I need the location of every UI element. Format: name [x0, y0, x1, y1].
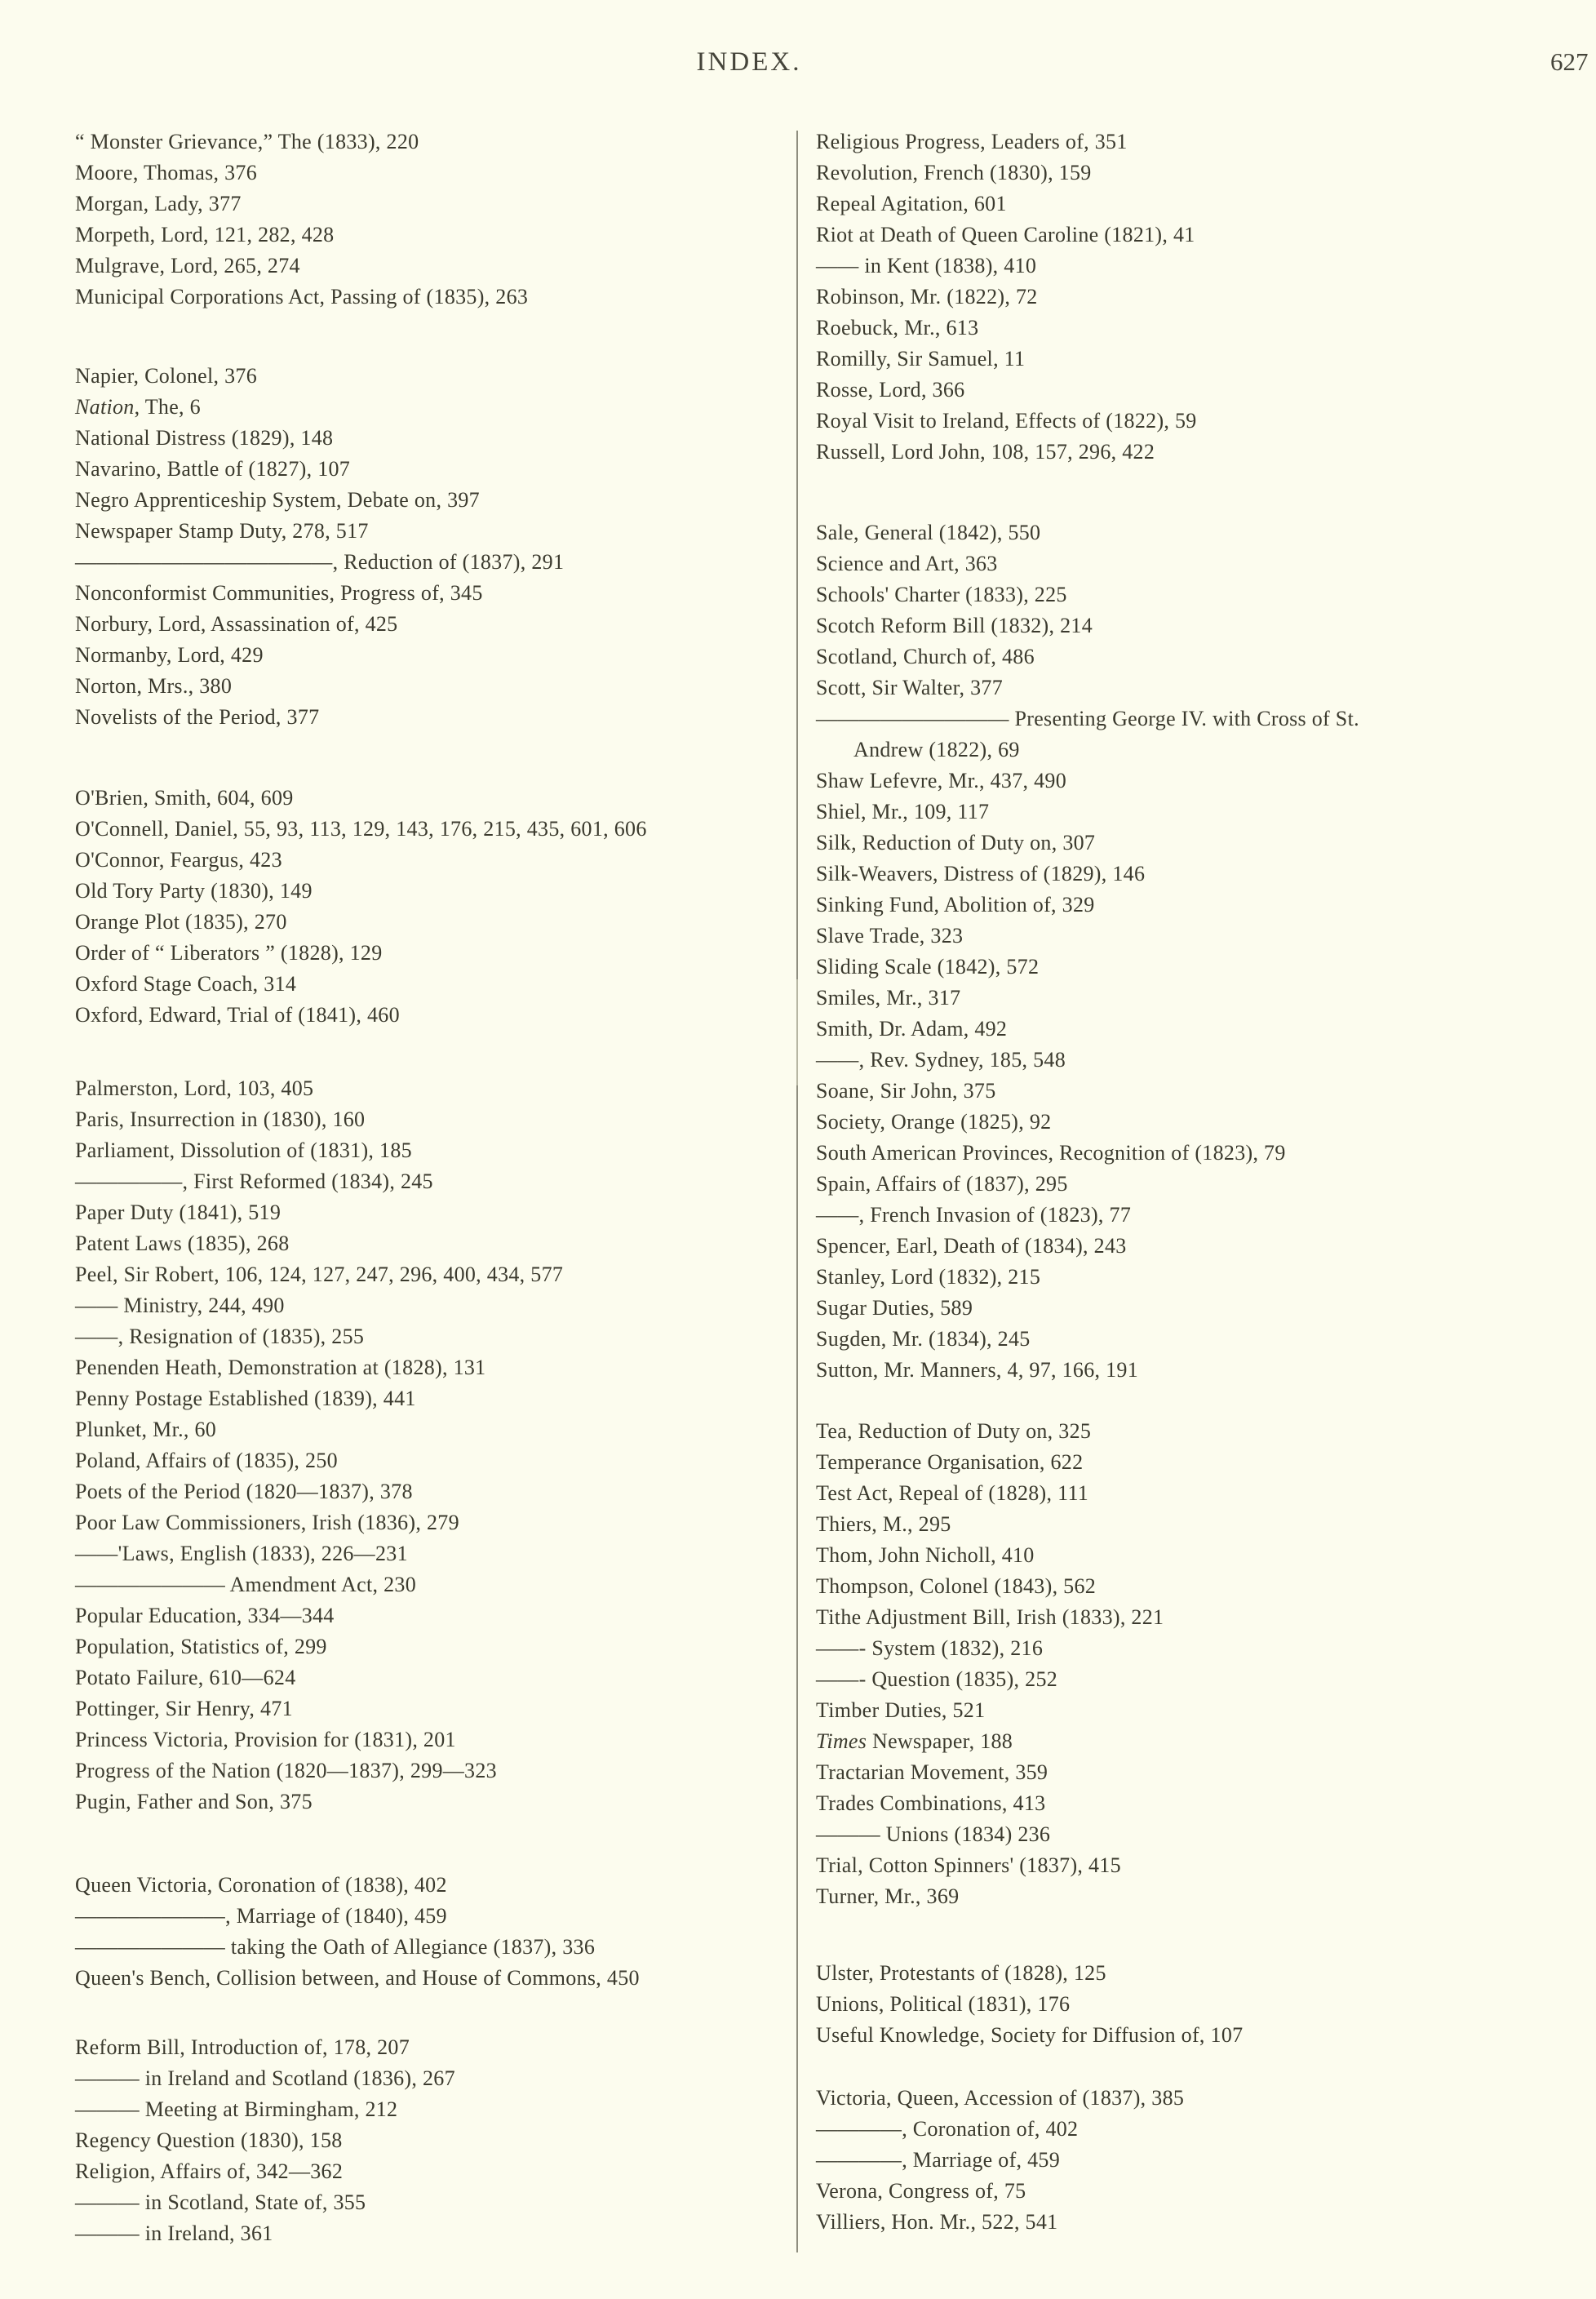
index-entry: [75, 2156, 455, 2187]
index-entry-text: National Distress (1829), 148: [75, 426, 334, 450]
index-entry-text: Unions, Political (1831), 176: [816, 1992, 1071, 2016]
index-entry-text: Romilly, Sir Samuel, 11: [816, 347, 1026, 371]
index-entry: [75, 1259, 563, 1290]
index-entry-text: Victoria, Queen, Accession of (1837), 385: [816, 2086, 1185, 2110]
index-entry-text: ——'Laws, English (1833), 226—231: [75, 1542, 408, 1565]
index-entry: [75, 814, 647, 845]
index-entry: [75, 1507, 563, 1538]
index-entry: [75, 907, 647, 938]
index-entry: [816, 1200, 1359, 1231]
index-entry: [816, 517, 1359, 548]
index-entry-text: Stanley, Lord (1832), 215: [816, 1265, 1041, 1289]
index-entry: [75, 2094, 455, 2125]
index-entry-italic-title: Nation: [75, 395, 135, 419]
index-entry-text: Thompson, Colonel (1843), 562: [816, 1574, 1097, 1598]
index-entry: [75, 609, 564, 640]
index-entry-text: Trial, Cotton Spinners' (1837), 415: [816, 1853, 1121, 1877]
index-entry-text: ——— in Ireland, 361: [75, 2221, 273, 2245]
index-entry-text: Smiles, Mr., 317: [816, 986, 961, 1010]
index-entry-text: Tractarian Movement, 359: [816, 1760, 1048, 1784]
index-entry: [816, 406, 1197, 437]
index-entry: [75, 1414, 563, 1445]
index-entry: [816, 1107, 1359, 1138]
index-entry-text: Royal Visit to Ireland, Effects of (1822), 59: [816, 409, 1197, 433]
index-entry-text: Newspaper, 188: [867, 1729, 1013, 1753]
index-entry: [816, 2083, 1184, 2114]
index-entry: [816, 437, 1197, 468]
index-entry: [75, 423, 564, 454]
index-entry-text: Useful Knowledge, Society for Diffusion of, 107: [816, 2023, 1244, 2047]
index-entry-text: Silk-Weavers, Distress of (1829), 146: [816, 862, 1146, 885]
index-letter-group: [75, 361, 564, 733]
index-entry: [75, 1932, 640, 1963]
index-entry-text: ——, Rev. Sydney, 185, 548: [816, 1048, 1066, 1072]
index-entry-text: Population, Statistics of, 299: [75, 1635, 327, 1658]
index-entry: [75, 189, 528, 220]
index-entry-text: Trades Combinations, 413: [816, 1791, 1046, 1815]
index-letter-group: [75, 1870, 640, 1994]
index-entry: [816, 1726, 1164, 1757]
index-entry-text: ——————— Amendment Act, 230: [75, 1573, 416, 1596]
index-entry-text: Spain, Affairs of (1837), 295: [816, 1172, 1068, 1196]
index-entry: [816, 579, 1359, 610]
index-entry-text: Tithe Adjustment Bill, Irish (1833), 221: [816, 1605, 1164, 1629]
index-entry: [75, 1228, 563, 1259]
index-letter-group: [816, 1416, 1164, 1912]
index-entry-text: Orange Plot (1835), 270: [75, 910, 287, 934]
index-entry: [75, 454, 564, 485]
index-entry-text: Revolution, French (1830), 159: [816, 161, 1092, 184]
index-entry: [816, 1571, 1164, 1602]
index-entry: [75, 1290, 563, 1321]
index-letter-group: [75, 126, 528, 313]
index-entry: [816, 158, 1197, 189]
index-entry-text: Temperance Organisation, 622: [816, 1450, 1084, 1474]
index-entry: [816, 344, 1197, 375]
index-entry-text: Queen Victoria, Coronation of (1838), 402: [75, 1873, 447, 1897]
index-entry-text: ——————— taking the Oath of Allegiance (1837), 336: [75, 1935, 596, 1959]
index-entry-text: Andrew (1822), 69: [853, 738, 1020, 761]
index-entry-text: Society, Orange (1825), 92: [816, 1110, 1052, 1134]
index-entry-text: Science and Art, 363: [816, 552, 998, 575]
index-letter-group: [816, 517, 1359, 1386]
index-entry: [816, 1014, 1359, 1045]
index-entry-text: Order of “ Liberators ” (1828), 129: [75, 941, 383, 965]
index-entry-text: Repeal Agitation, 601: [816, 192, 1007, 215]
index-entry-text: Rosse, Lord, 366: [816, 378, 965, 402]
index-entry-text: Verona, Congress of, 75: [816, 2179, 1026, 2203]
index-entry-text: Sale, General (1842), 550: [816, 521, 1041, 544]
index-entry: [816, 766, 1359, 797]
index-entry-text: Old Tory Party (1830), 149: [75, 879, 313, 903]
index-entry: [816, 1788, 1164, 1819]
index-entry-text: Palmerston, Lord, 103, 405: [75, 1076, 314, 1100]
index-entry: [816, 952, 1359, 983]
index-entry: [816, 1664, 1164, 1695]
index-entry-text: Sutton, Mr. Manners, 4, 97, 166, 191: [816, 1358, 1139, 1382]
index-entry: [75, 578, 564, 609]
index-entry-text: Normanby, Lord, 429: [75, 643, 264, 667]
index-entry-text: O'Brien, Smith, 604, 609: [75, 786, 294, 810]
index-entry: [75, 1166, 563, 1197]
index-entry-text: —— Ministry, 244, 490: [75, 1294, 285, 1317]
index-entry-text: Soane, Sir John, 375: [816, 1079, 996, 1103]
index-letter-group: [816, 1958, 1243, 2051]
index-entry-text: ——- Question (1835), 252: [816, 1667, 1058, 1691]
index-letter-group: [75, 2032, 455, 2249]
index-entry: [816, 282, 1197, 313]
index-entry-text: Reform Bill, Introduction of, 178, 207: [75, 2035, 410, 2059]
index-entry-text: —————, First Reformed (1834), 245: [75, 1169, 433, 1193]
index-entry-text: Scotch Reform Bill (1832), 214: [816, 614, 1093, 637]
index-entry: [816, 2020, 1243, 2051]
index-entry: [816, 1355, 1359, 1386]
index-entry: [816, 126, 1197, 158]
index-entry: [816, 1138, 1359, 1169]
index-entry: [816, 2145, 1184, 2176]
index-entry-text: Nonconformist Communities, Progress of, 345: [75, 581, 483, 605]
index-entry: [816, 641, 1359, 672]
index-entry: [75, 392, 564, 423]
index-entry: [816, 1262, 1359, 1293]
index-entry-text: Oxford Stage Coach, 314: [75, 972, 297, 996]
index-entry: [75, 282, 528, 313]
index-entry-text: O'Connell, Daniel, 55, 93, 113, 129, 143, 176, 215, 435, 601, 606: [75, 817, 647, 841]
index-entry-text: O'Connor, Feargus, 423: [75, 848, 282, 872]
index-entry-text: Penenden Heath, Demonstration at (1828), 131: [75, 1356, 486, 1379]
index-entry-text: Moore, Thomas, 376: [75, 161, 258, 184]
index-entry: [75, 2218, 455, 2249]
index-entry: [816, 828, 1359, 859]
index-entry-text: Thom, John Nicholl, 410: [816, 1543, 1035, 1567]
index-entry-text: Potato Failure, 610—624: [75, 1666, 296, 1689]
index-entry-text: Religious Progress, Leaders of, 351: [816, 130, 1128, 153]
index-entry-text: Morgan, Lady, 377: [75, 192, 242, 215]
index-entry-text: Parliament, Dissolution of (1831), 185: [75, 1138, 412, 1162]
index-entry: [75, 1569, 563, 1600]
index-entry-text: “ Monster Grievance,” The (1833), 220: [75, 130, 419, 153]
index-entry: [816, 1324, 1359, 1355]
index-entry-text: Paris, Insurrection in (1830), 160: [75, 1107, 366, 1131]
index-entry: [75, 361, 564, 392]
index-entry: [816, 672, 1359, 703]
running-header-title: INDEX.: [696, 47, 802, 77]
index-entry-text: ——— in Scotland, State of, 355: [75, 2190, 366, 2214]
index-letter-group: [816, 126, 1197, 468]
index-entry-text: Novelists of the Period, 377: [75, 705, 320, 729]
index-entry-text: —— in Kent (1838), 410: [816, 254, 1037, 277]
index-entry: [816, 1509, 1164, 1540]
index-entry-text: ——— Unions (1834) 236: [816, 1822, 1051, 1846]
index-entry: [75, 1755, 563, 1786]
index-entry: [75, 1000, 647, 1031]
index-entry-text: Princess Victoria, Provision for (1831), 201: [75, 1728, 456, 1751]
index-entry: [75, 1600, 563, 1631]
index-entry-text: Negro Apprenticeship System, Debate on, 397: [75, 488, 480, 512]
index-entry: [816, 1881, 1164, 1912]
index-entry-text: ————, Marriage of, 459: [816, 2148, 1061, 2172]
index-entry: [816, 1045, 1359, 1076]
index-entry: [75, 1383, 563, 1414]
index-entry: [75, 845, 647, 876]
index-entry-text: Morpeth, Lord, 121, 282, 428: [75, 223, 335, 246]
index-entry: [816, 890, 1359, 921]
index-entry: [816, 2207, 1184, 2238]
index-entry: [816, 1602, 1164, 1633]
index-entry: [75, 220, 528, 251]
index-entry: [816, 189, 1197, 220]
index-letter-group: [75, 783, 647, 1031]
index-entry-text: Villiers, Hon. Mr., 522, 541: [816, 2210, 1058, 2234]
index-entry-text: , The, 6: [134, 395, 201, 419]
index-entry-text: Norbury, Lord, Assassination of, 425: [75, 612, 398, 636]
index-entry-text: Poland, Affairs of (1835), 250: [75, 1449, 338, 1472]
index-entry-text: Tea, Reduction of Duty on, 325: [816, 1419, 1092, 1443]
index-entry: [816, 735, 1359, 766]
index-letter-group: [75, 1073, 563, 1817]
index-entry-text: Popular Education, 334—344: [75, 1604, 335, 1627]
index-entry: [816, 1293, 1359, 1324]
index-entry-text: Slave Trade, 323: [816, 924, 964, 948]
index-entry-text: Spencer, Earl, Death of (1834), 243: [816, 1234, 1127, 1258]
index-entry-text: Plunket, Mr., 60: [75, 1418, 217, 1441]
index-entry: [816, 2176, 1184, 2207]
index-entry: [75, 969, 647, 1000]
index-entry-text: Scotland, Church of, 486: [816, 645, 1035, 668]
index-entry: [816, 251, 1197, 282]
index-entry: [816, 1757, 1164, 1788]
index-entry: [816, 313, 1197, 344]
index-entry: [816, 1540, 1164, 1571]
index-entry: [75, 1321, 563, 1352]
index-entry-text: Shaw Lefevre, Mr., 437, 490: [816, 769, 1067, 792]
index-entry-text: Robinson, Mr. (1822), 72: [816, 285, 1038, 308]
index-entry: [75, 1104, 563, 1135]
index-entry: [75, 2187, 455, 2218]
index-entry: [75, 1901, 640, 1932]
index-entry-text: Test Act, Repeal of (1828), 111: [816, 1481, 1089, 1505]
index-entry: [75, 1693, 563, 1724]
index-entry-text: Scott, Sir Walter, 377: [816, 676, 1004, 699]
index-entry: [75, 126, 528, 158]
index-entry-text: Timber Duties, 521: [816, 1698, 986, 1722]
index-entry-text: Ulster, Protestants of (1828), 125: [816, 1961, 1106, 1985]
index-entry: [816, 797, 1359, 828]
index-entry-text: Pugin, Father and Son, 375: [75, 1790, 313, 1813]
index-entry-text: ——, French Invasion of (1823), 77: [816, 1203, 1132, 1227]
index-entry: [75, 1135, 563, 1166]
index-entry: [816, 859, 1359, 890]
index-entry: [816, 375, 1197, 406]
index-entry-text: Navarino, Battle of (1827), 107: [75, 457, 351, 481]
index-entry-text: ———————, Marriage of (1840), 459: [75, 1904, 447, 1928]
index-entry: [816, 1633, 1164, 1664]
index-entry-text: Peel, Sir Robert, 106, 124, 127, 247, 296, 400, 434, 577: [75, 1263, 564, 1286]
index-entry: [816, 1231, 1359, 1262]
index-entry: [816, 1989, 1243, 2020]
index-entry-text: ——— Meeting at Birmingham, 212: [75, 2097, 398, 2121]
index-entry-text: ——- System (1832), 216: [816, 1636, 1044, 1660]
index-entry-text: ——, Resignation of (1835), 255: [75, 1325, 365, 1348]
index-entry-text: Sinking Fund, Abolition of, 329: [816, 893, 1095, 916]
index-entry-text: Roebuck, Mr., 613: [816, 316, 979, 340]
index-entry-text: Schools' Charter (1833), 225: [816, 583, 1067, 606]
index-entry: [75, 876, 647, 907]
index-entry: [75, 1963, 640, 1994]
index-entry: [816, 1447, 1164, 1478]
index-entry-text: Municipal Corporations Act, Passing of (1835), 263: [75, 285, 529, 308]
index-entry: [816, 2114, 1184, 2145]
index-entry: [816, 921, 1359, 952]
index-entry: [816, 220, 1197, 251]
index-entry: [75, 251, 528, 282]
index-entry-text: Poets of the Period (1820—1837), 378: [75, 1480, 413, 1503]
index-letter-group: [816, 2083, 1184, 2238]
index-entry-text: Turner, Mr., 369: [816, 1884, 960, 1908]
index-entry: [816, 1695, 1164, 1726]
index-entry: [816, 548, 1359, 579]
index-entry: [816, 1819, 1164, 1850]
page-number: 627: [1550, 47, 1589, 76]
index-entry: [75, 1352, 563, 1383]
index-entry-text: Patent Laws (1835), 268: [75, 1232, 290, 1255]
index-entry: [75, 1724, 563, 1755]
index-entry-text: Russell, Lord John, 108, 157, 296, 422: [816, 440, 1155, 464]
index-entry-text: Riot at Death of Queen Caroline (1821), 41: [816, 223, 1195, 246]
index-entry-text: ——— in Ireland and Scotland (1836), 267: [75, 2066, 455, 2090]
index-entry: [816, 1416, 1164, 1447]
index-entry: [75, 1445, 563, 1476]
index-entry: [75, 2063, 455, 2094]
index-entry-text: Pottinger, Sir Henry, 471: [75, 1697, 293, 1720]
index-entry-text: Mulgrave, Lord, 265, 274: [75, 254, 300, 277]
index-entry: [75, 702, 564, 733]
index-entry: [75, 158, 528, 189]
index-entry: [75, 1631, 563, 1662]
index-entry: [75, 1197, 563, 1228]
index-entry: [75, 1538, 563, 1569]
index-entry: [816, 703, 1359, 735]
index-entry-text: Sugar Duties, 589: [816, 1296, 973, 1320]
index-entry-text: Oxford, Edward, Trial of (1841), 460: [75, 1003, 400, 1027]
index-entry-italic-title: Times: [816, 1729, 867, 1753]
index-entry-text: Norton, Mrs., 380: [75, 674, 233, 698]
index-entry: [75, 2032, 455, 2063]
index-entry-text: Penny Postage Established (1839), 441: [75, 1387, 416, 1410]
index-entry-text: ————————— Presenting George IV. with Cross of St.: [816, 707, 1359, 730]
index-entry: [816, 1850, 1164, 1881]
index-entry-text: Smith, Dr. Adam, 492: [816, 1017, 1008, 1041]
index-entry-text: Sliding Scale (1842), 572: [816, 955, 1040, 979]
index-entry: [816, 1958, 1243, 1989]
index-entry: [75, 1073, 563, 1104]
index-entry-text: Regency Question (1830), 158: [75, 2128, 343, 2152]
index-entry: [75, 671, 564, 702]
column-divider: [796, 131, 798, 2252]
index-entry-text: Silk, Reduction of Duty on, 307: [816, 831, 1096, 854]
index-entry-text: Napier, Colonel, 376: [75, 364, 258, 388]
index-entry-text: Newspaper Stamp Duty, 278, 517: [75, 519, 369, 543]
index-entry: [75, 783, 647, 814]
index-entry: [75, 1476, 563, 1507]
index-entry: [75, 1870, 640, 1901]
index-entry-text: Shiel, Mr., 109, 117: [816, 800, 990, 823]
index-entry-text: Religion, Affairs of, 342—362: [75, 2159, 344, 2183]
index-entry-text: Sugden, Mr. (1834), 245: [816, 1327, 1031, 1351]
index-entry: [816, 1169, 1359, 1200]
index-entry: [75, 938, 647, 969]
index-entry-text: South American Provinces, Recognition of (1823), 79: [816, 1141, 1286, 1165]
index-entry: [816, 983, 1359, 1014]
index-entry-text: Queen's Bench, Collision between, and House of Commons, 450: [75, 1966, 640, 1990]
index-entry: [75, 516, 564, 547]
index-entry-text: Paper Duty (1841), 519: [75, 1201, 282, 1224]
index-entry-text: Thiers, M., 295: [816, 1512, 951, 1536]
index-entry: [75, 485, 564, 516]
index-entry: [816, 1076, 1359, 1107]
index-entry: [75, 547, 564, 578]
index-entry: [75, 1786, 563, 1817]
index-entry: [75, 1662, 563, 1693]
index-entry: [75, 640, 564, 671]
index-entry: [816, 1478, 1164, 1509]
index-entry: [816, 610, 1359, 641]
index-entry-text: Progress of the Nation (1820—1837), 299—323: [75, 1759, 497, 1782]
index-entry-text: ————, Coronation of, 402: [816, 2117, 1079, 2141]
index-entry: [75, 2125, 455, 2156]
index-entry-text: Poor Law Commissioners, Irish (1836), 279: [75, 1511, 459, 1534]
index-entry-text: ————————————, Reduction of (1837), 291: [75, 550, 565, 574]
